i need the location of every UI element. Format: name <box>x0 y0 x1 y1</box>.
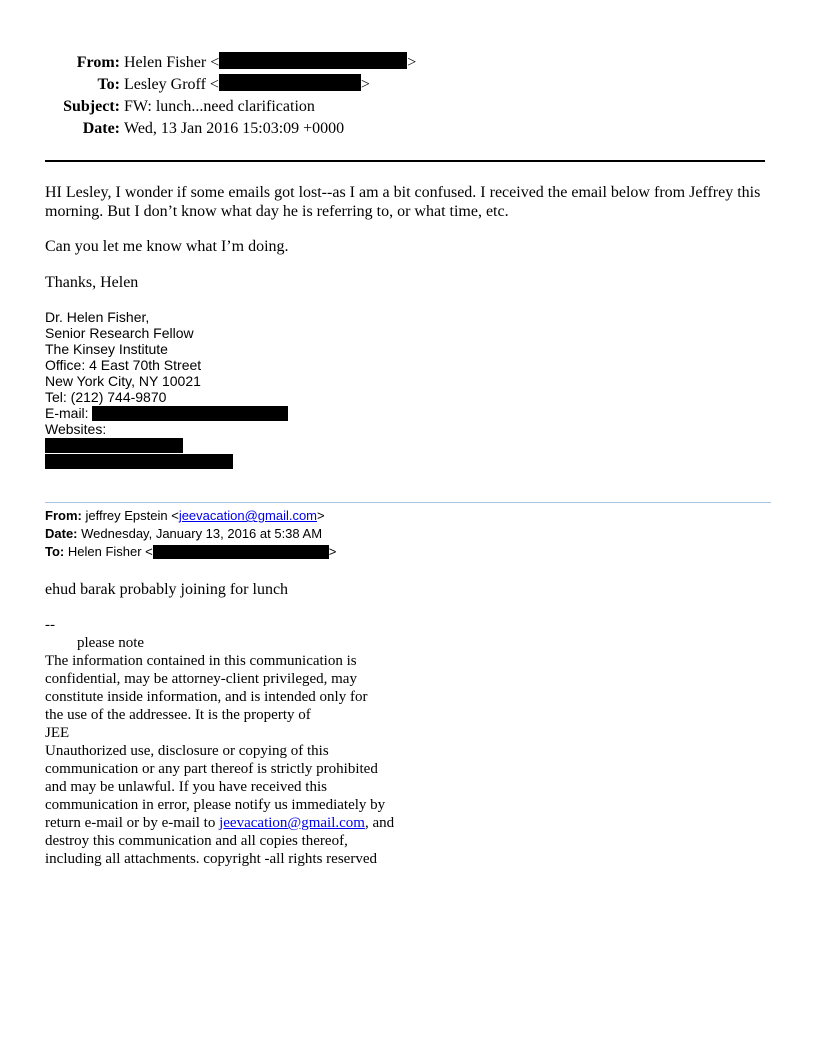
disclaimer-email-line <box>45 814 394 832</box>
redaction-bar <box>219 74 361 91</box>
forwarded-date-row <box>45 525 336 543</box>
forwarded-date-value: Wednesday, January 13, 2016 at 5:38 AM <box>81 526 323 541</box>
redaction-bar <box>45 454 233 469</box>
from-name: Helen Fisher < <box>124 54 220 71</box>
header-date-row <box>0 118 816 140</box>
signature-city: New York City, NY 10021 <box>45 373 201 389</box>
to-value <box>124 74 370 96</box>
signature-email-label: E-mail: <box>45 405 89 421</box>
disclaimer-line: and may be unlawful. If you have received this <box>45 779 327 795</box>
redaction-bar <box>219 52 407 69</box>
subject-value: FW: lunch...need clarification <box>124 98 315 115</box>
header-from-row <box>0 52 816 74</box>
message-paragraph-1: HI Lesley, I wonder if some emails got lost--as I am a bit confused. I received the email below from Jeffrey this morning. But I don’t know what day he is referring to, or what time, etc. <box>45 184 761 220</box>
redaction-bar <box>45 438 183 453</box>
signature-websites-label: Websites: <box>45 421 107 437</box>
disclaimer-dashes: -- <box>45 617 55 633</box>
to-label: To: <box>97 76 120 93</box>
signature-website-1 <box>45 437 288 453</box>
close-bracket: > <box>317 508 325 523</box>
redaction-bar <box>153 545 329 559</box>
signature-website-2 <box>45 453 288 469</box>
disclaimer-line: JEE <box>45 725 70 741</box>
forward-divider <box>45 502 771 503</box>
message-paragraph-2: Can you let me know what I’m doing. <box>45 238 289 255</box>
forwarded-to-row <box>45 543 336 561</box>
forwarded-body: ehud barak probably joining for lunch <box>45 581 289 598</box>
redaction-bar <box>92 406 288 421</box>
message-paragraph-3: Thanks, Helen <box>45 274 139 291</box>
forwarded-from-email-link[interactable]: jeevacation@gmail.com <box>178 508 318 523</box>
date-label: Date: <box>82 120 120 137</box>
signature-tel: Tel: (212) 744-9870 <box>45 389 167 405</box>
forwarded-from-label: From: <box>45 508 82 523</box>
disclaimer-email-prefix: return e-mail or by e-mail to <box>45 815 220 831</box>
header-to-row <box>0 74 816 96</box>
email-header <box>0 52 816 140</box>
disclaimer-line: communication or any part thereof is strictly prohibited <box>45 761 378 777</box>
close-bracket: > <box>407 54 417 71</box>
forwarded-header <box>45 507 336 561</box>
header-divider <box>45 160 765 162</box>
signature-name: Dr. Helen Fisher, <box>45 309 150 325</box>
disclaimer-line: constitute inside information, and is intended only for <box>45 689 368 705</box>
signature-office: Office: 4 East 70th Street <box>45 357 202 373</box>
signature-block <box>45 309 288 469</box>
header-subject-row <box>0 96 816 118</box>
close-bracket: > <box>360 76 370 93</box>
from-label: From: <box>76 54 120 71</box>
disclaimer-line: destroy this communication and all copies thereof, <box>45 833 348 849</box>
disclaimer-line: including all attachments. copyright -all rights reserved <box>45 851 377 867</box>
signature-org: The Kinsey Institute <box>45 341 168 357</box>
to-name: Lesley Groff < <box>124 76 219 93</box>
disclaimer-email-suffix: , and <box>364 815 395 831</box>
disclaimer-line: confidential, may be attorney-client privileged, may <box>45 671 357 687</box>
date-value: Wed, 13 Jan 2016 15:03:09 +0000 <box>124 120 345 137</box>
close-bracket: > <box>328 544 337 559</box>
forwarded-date-label: Date: <box>45 526 78 541</box>
disclaimer-email-link[interactable]: jeevacation@gmail.com <box>219 815 365 831</box>
disclaimer-line: The information contained in this communication is <box>45 653 357 669</box>
forwarded-to-label: To: <box>45 544 65 559</box>
disclaimer-note: please note <box>77 635 145 651</box>
forwarded-to-name: Helen Fisher < <box>67 544 153 559</box>
subject-label: Subject: <box>63 98 120 115</box>
forwarded-from-row <box>45 507 336 525</box>
signature-title: Senior Research Fellow <box>45 325 194 341</box>
disclaimer-line: the use of the addressee. It is the property of <box>45 707 311 723</box>
signature-email-row <box>45 405 288 421</box>
disclaimer-block <box>45 616 394 868</box>
disclaimer-line: communication in error, please notify us immediately by <box>45 797 386 813</box>
from-value <box>124 52 416 74</box>
disclaimer-line: Unauthorized use, disclosure or copying of this <box>45 743 329 759</box>
forwarded-from-name: jeffrey Epstein < <box>85 508 179 523</box>
